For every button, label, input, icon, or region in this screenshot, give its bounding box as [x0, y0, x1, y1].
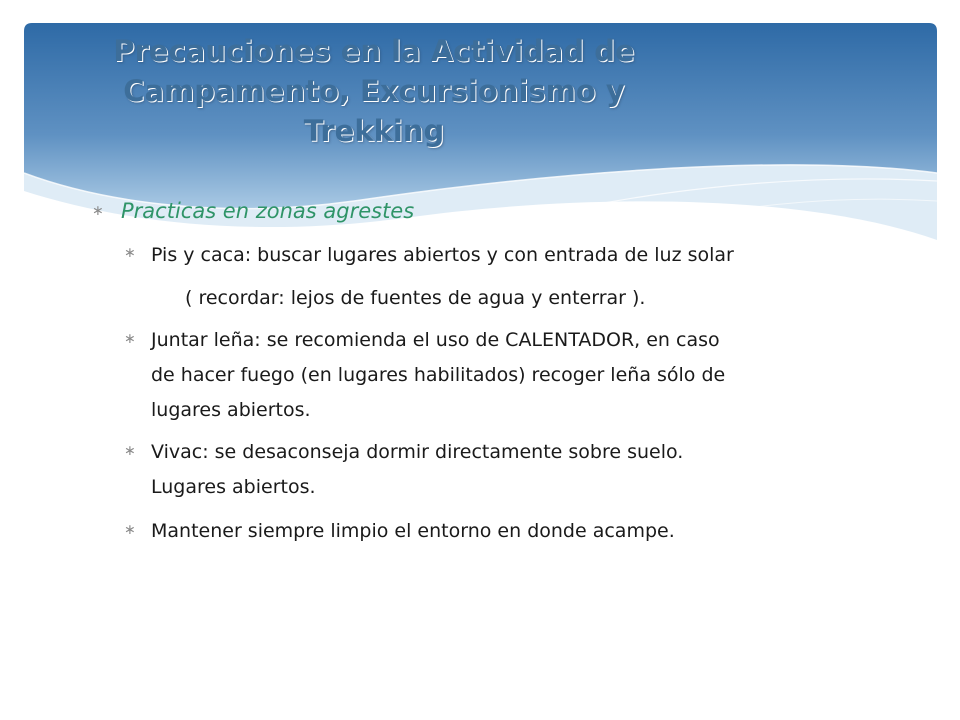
list-bullet-icon: ∗: [124, 522, 136, 538]
slide-title-line-2: Campamento, Excursionismo y: [123, 74, 625, 108]
list-item-line: Lugares abiertos.: [151, 476, 316, 498]
list-item-line: Juntar leña: se recomienda el uso de CALENTADOR, en caso: [151, 329, 720, 351]
list-item-line: de hacer fuego (en lugares habilitados) recoger leña sólo de: [151, 364, 726, 386]
list-bullet-icon: ∗: [124, 245, 136, 261]
slide-title-line-3: Trekking: [303, 114, 445, 148]
list-item-line: lugares abiertos.: [151, 399, 311, 421]
list-bullet-icon: ∗: [124, 443, 136, 459]
slide-title-line-1: Precauciones en la Actividad de: [113, 34, 635, 68]
list-item-line: Mantener siempre limpio el entorno en donde acampe.: [151, 520, 675, 542]
section-bullet-icon: ∗: [92, 203, 104, 219]
list-bullet-icon: ∗: [124, 331, 136, 347]
list-item-line: ( recordar: lejos de fuentes de agua y enterrar ).: [185, 287, 646, 309]
list-item-line: Vivac: se desaconseja dormir directamente sobre suelo.: [151, 441, 684, 463]
list-item-line: Pis y caca: buscar lugares abiertos y con entrada de luz solar: [151, 244, 734, 266]
section-title: Practicas en zonas agrestes: [121, 199, 415, 223]
